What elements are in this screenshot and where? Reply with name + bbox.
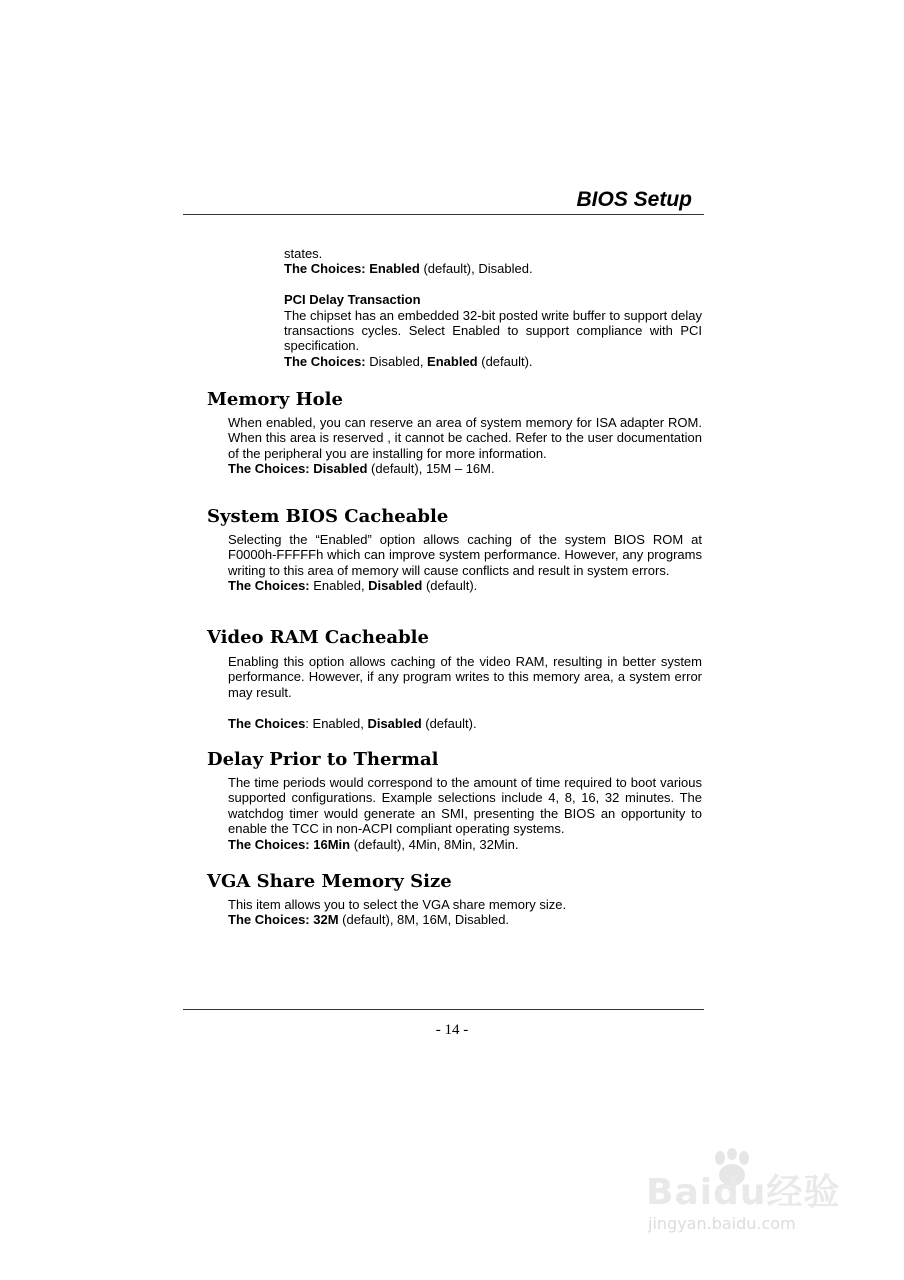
section-video-ram-cacheable <box>228 654 702 731</box>
choices-rest: (default), 15M – 16M. <box>367 461 495 477</box>
page-number: - 14 - <box>435 1022 469 1038</box>
footer-rule <box>183 1009 704 1010</box>
choices-post: (default). <box>421 715 477 731</box>
section-title-delay-prior-to-thermal: Delay Prior to Thermal <box>207 749 439 770</box>
choices-label: The Choices: <box>284 353 366 369</box>
choices-label: The Choices: <box>284 261 366 277</box>
choices-rest: (default), 8M, 16M, Disabled. <box>338 912 510 928</box>
pci-delay-title: PCI Delay Transaction <box>284 292 421 308</box>
choices-bold: Disabled <box>368 578 423 594</box>
header-rule <box>183 214 704 215</box>
choices-bold: Enabled <box>427 353 478 369</box>
choices-line <box>228 837 702 852</box>
intro-block <box>284 246 702 369</box>
choices-line <box>284 261 702 276</box>
choices-line <box>228 578 702 593</box>
section-vga-share-memory-size <box>228 897 702 928</box>
choices-line <box>228 461 702 476</box>
choices-pre: Disabled, <box>365 353 428 369</box>
choices-line <box>228 716 702 731</box>
watermark-brand: Baidu经验 <box>646 1172 841 1213</box>
pci-choices-line <box>284 354 702 369</box>
section-desc: Selecting the “Enabled” option allows caching of the system BIOS ROM at F0000h-FFFFFh which can improve system performance. However, any programs writing to this area of memory will cause conflicts and result in system errors. <box>228 532 702 578</box>
section-title-video-ram-cacheable: Video RAM Cacheable <box>207 627 429 648</box>
section-title-memory-hole: Memory Hole <box>207 389 343 410</box>
section-desc: The time periods would correspond to the amount of time required to boot various supported configurations. Example selections include 4, 8, 16, 32 minutes. The watchdog timer would generate an SMI, presenting the BIOS an opportunity to enable the TCC in non-ACPI compliant operating systems. <box>228 775 702 837</box>
choices-label: The Choices: <box>228 578 310 594</box>
choices-line <box>228 912 702 927</box>
choices-pre: Enabled, <box>309 578 369 594</box>
watermark-url: jingyan.baidu.com <box>648 1214 796 1233</box>
choices-post: (default). <box>422 578 478 594</box>
choices-rest: (default), Disabled. <box>419 261 533 277</box>
section-memory-hole <box>228 415 702 477</box>
choices-bold: Disabled <box>367 715 422 731</box>
section-title-vga-share-memory-size: VGA Share Memory Size <box>207 871 452 892</box>
choices-label: The Choices: 32M <box>228 912 339 928</box>
choices-label: The Choices <box>228 715 306 731</box>
choices-post: (default). <box>477 353 533 369</box>
section-desc: Enabling this option allows caching of the video RAM, resulting in better system performance. However, if any program writes to this memory area, a system error may result. <box>228 654 702 700</box>
section-delay-prior-to-thermal <box>228 775 702 852</box>
baidu-watermark <box>646 1148 856 1248</box>
section-title-system-bios-cacheable: System BIOS Cacheable <box>207 506 449 527</box>
choices-rest: (default), 4Min, 8Min, 32Min. <box>350 836 519 852</box>
choices-label: The Choices: Disabled <box>228 461 368 477</box>
pci-delay-desc: The chipset has an embedded 32-bit posted write buffer to support delay transactions cycles. Select Enabled to support compliance with PCI specification. <box>284 307 702 354</box>
continued-text: states. <box>284 246 323 261</box>
choices-pre: : Enabled, <box>305 715 368 731</box>
choices-label: The Choices: 16Min <box>228 836 351 852</box>
section-desc: When enabled, you can reserve an area of system memory for ISA adapter ROM. When this area is reserved , it cannot be cached. Refer to the user documentation of the peripheral you are installing for more information. <box>228 415 702 461</box>
section-desc: This item allows you to select the VGA share memory size. <box>228 897 567 912</box>
choices-default: Enabled <box>369 261 420 277</box>
page-header-title: BIOS Setup <box>576 188 692 211</box>
section-system-bios-cacheable <box>228 532 702 594</box>
